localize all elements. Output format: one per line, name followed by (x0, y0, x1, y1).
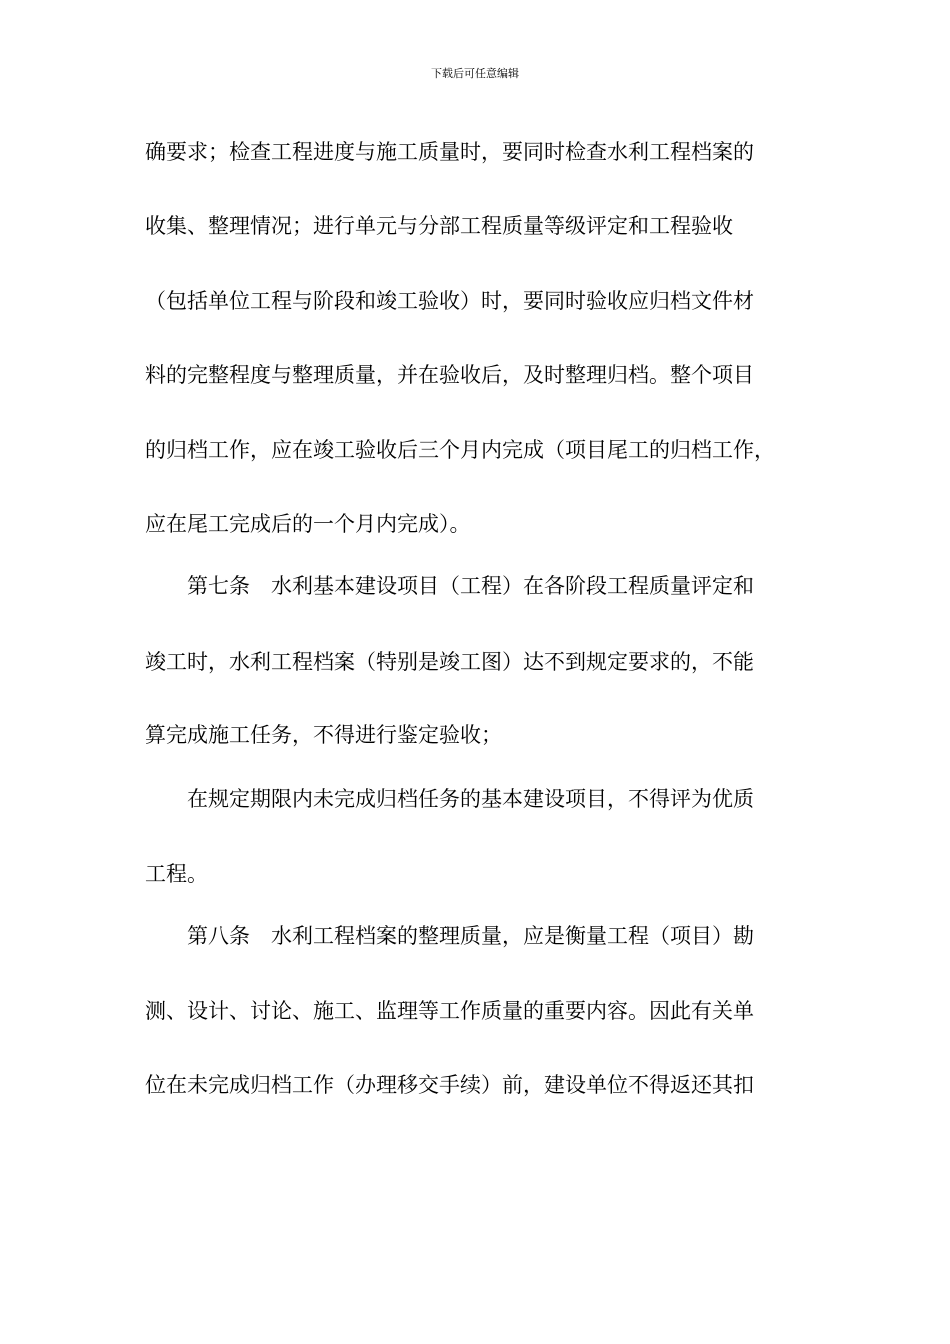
text-line: 确要求；检查工程进度与施工质量时，要同时检查水利工程档案的 (145, 140, 754, 164)
text-line: 竣工时，水利工程档案（特别是竣工图）达不到规定要求的，不能 (145, 650, 754, 674)
text-line: （包括单位工程与阶段和竣工验收）时，要同时验收应归档文件材 (145, 289, 754, 313)
text-line: 收集、整理情况；进行单元与分部工程质量等级评定和工程验收 (145, 214, 733, 238)
text-line: 位在未完成归档工作（办理移交手续）前，建设单位不得返还其扣 (145, 1073, 754, 1097)
paragraph-first-line: 在规定期限内未完成归档任务的基本建设项目，不得评为优质 (187, 787, 754, 811)
text-line: 测、设计、讨论、施工、监理等工作质量的重要内容。因此有关单 (145, 999, 754, 1023)
text-line: 算完成施工任务，不得进行鉴定验收； (145, 723, 502, 747)
article-8-first-line: 第八条 水利工程档案的整理质量，应是衡量工程（项目）勘 (187, 924, 754, 948)
page-header: 下载后可任意编辑 (431, 67, 519, 80)
article-7-first-line: 第七条 水利基本建设项目（工程）在各阶段工程质量评定和 (187, 574, 754, 598)
text-line: 料的完整程度与整理质量，并在验收后，及时整理归档。整个项目 (145, 363, 754, 387)
text-line: 工程。 (145, 862, 208, 886)
text-line: 应在尾工完成后的一个月内完成）。 (145, 512, 471, 536)
text-line: 的归档工作，应在竣工验收后三个月内完成（项目尾工的归档工作， (145, 438, 775, 462)
